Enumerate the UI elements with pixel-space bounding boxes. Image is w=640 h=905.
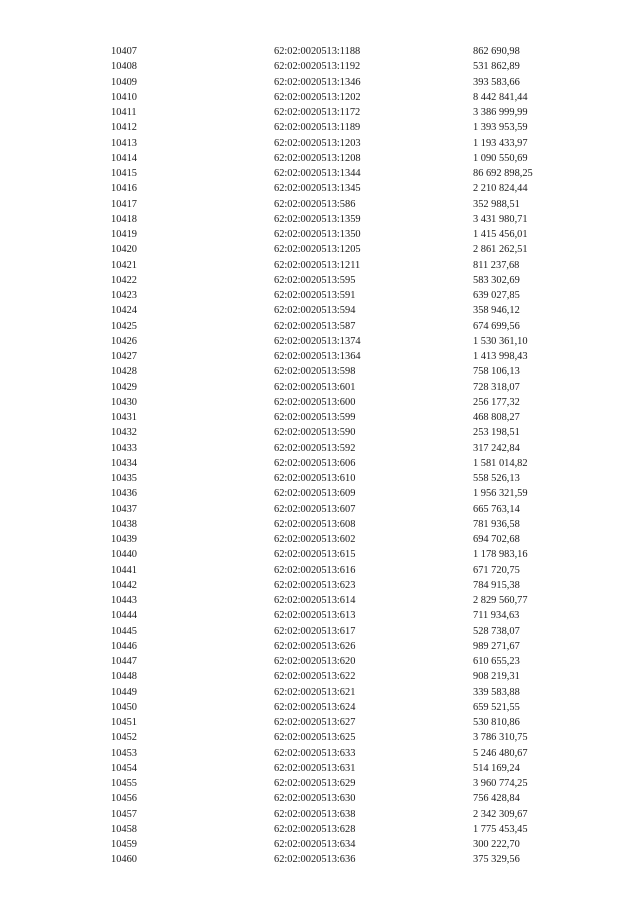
row-number: 10430: [111, 396, 137, 408]
cadastral-number: 62:02:0020513:1189: [274, 122, 361, 134]
cadastral-number: 62:02:0020513:591: [274, 290, 356, 301]
row-number: 10450: [111, 701, 137, 713]
table-row: [0, 242, 640, 257]
cadastral-value: 3 431 980,71: [473, 213, 528, 225]
table-row: [0, 822, 640, 837]
cadastral-number: 62:02:0020513:623: [274, 579, 356, 591]
cadastral-value: 2 829 560,77: [473, 595, 528, 606]
table-row: [0, 593, 640, 608]
cadastral-value: 1 393 953,59: [473, 122, 528, 134]
cadastral-number: 62:02:0020513:1350: [274, 229, 361, 240]
table-row: [0, 608, 640, 623]
row-number: 10412: [111, 122, 137, 134]
cadastral-number: 62:02:0020513:1344: [274, 168, 361, 179]
cadastral-value: 253 198,51: [473, 427, 520, 439]
table-row: [0, 105, 640, 120]
row-number: 10439: [111, 534, 137, 545]
cadastral-value: 2 210 824,44: [473, 183, 528, 195]
row-number: 10426: [111, 335, 137, 347]
cadastral-number: 62:02:0020513:629: [274, 778, 356, 789]
cadastral-value: 86 692 898,25: [473, 168, 533, 179]
cadastral-value: 728 318,07: [473, 381, 520, 393]
cadastral-number: 62:02:0020513:633: [274, 747, 356, 759]
cadastral-value: 1 415 456,01: [473, 229, 528, 240]
table-row: [0, 837, 640, 852]
cadastral-value: 3 386 999,99: [473, 107, 528, 118]
table-row: [0, 776, 640, 791]
cadastral-value: 8 442 841,44: [473, 91, 528, 103]
table-row: [0, 120, 640, 135]
cadastral-value: 665 763,14: [473, 503, 520, 515]
row-number: 10413: [111, 137, 137, 149]
table-row: [0, 59, 640, 74]
cadastral-number: 62:02:0020513:1172: [274, 107, 361, 118]
cadastral-value: 3 786 310,75: [473, 732, 528, 744]
row-number: 10458: [111, 823, 137, 835]
row-number: 10418: [111, 213, 137, 225]
cadastral-number: 62:02:0020513:594: [274, 305, 356, 317]
cadastral-value: 375 329,56: [473, 854, 520, 866]
table-row: [0, 456, 640, 471]
table-row: [0, 212, 640, 227]
cadastral-value: 300 222,70: [473, 839, 520, 850]
table-row: [0, 258, 640, 273]
row-number: 10419: [111, 229, 137, 240]
cadastral-value: 781 936,58: [473, 518, 520, 530]
cadastral-value: 1 581 014,82: [473, 457, 528, 469]
cadastral-number: 62:02:0020513:1364: [274, 351, 361, 362]
cadastral-number: 62:02:0020513:1192: [274, 61, 361, 73]
row-number: 10410: [111, 91, 137, 103]
cadastral-value: 3 960 774,25: [473, 778, 528, 789]
row-number: 10427: [111, 351, 137, 362]
cadastral-number: 62:02:0020513:617: [274, 625, 356, 637]
table-row: [0, 807, 640, 822]
table-row: [0, 364, 640, 379]
cadastral-value: 1 530 361,10: [473, 335, 528, 347]
cadastral-value: 528 738,07: [473, 625, 520, 637]
cadastral-number: 62:02:0020513:638: [274, 808, 356, 820]
cadastral-number: 62:02:0020513:598: [274, 366, 356, 378]
row-number: 10414: [111, 152, 137, 164]
row-number: 10437: [111, 503, 137, 515]
cadastral-value: 694 702,68: [473, 534, 520, 545]
cadastral-number: 62:02:0020513:625: [274, 732, 356, 744]
cadastral-number: 62:02:0020513:600: [274, 396, 356, 408]
cadastral-value: 1 178 983,16: [473, 549, 528, 561]
cadastral-value: 1 193 433,97: [473, 137, 528, 149]
cadastral-value-table: [0, 44, 640, 868]
table-row: [0, 349, 640, 364]
table-row: [0, 578, 640, 593]
row-number: 10444: [111, 610, 137, 622]
table-row: [0, 303, 640, 318]
table-row: [0, 334, 640, 349]
cadastral-value: 358 946,12: [473, 305, 520, 317]
cadastral-value: 583 302,69: [473, 274, 520, 286]
cadastral-number: 62:02:0020513:614: [274, 595, 356, 606]
table-row: [0, 441, 640, 456]
cadastral-value: 1 413 998,43: [473, 351, 528, 362]
row-number: 10411: [111, 107, 137, 118]
table-row: [0, 44, 640, 59]
cadastral-value: 758 106,13: [473, 366, 520, 378]
cadastral-number: 62:02:0020513:590: [274, 427, 356, 439]
table-row: [0, 654, 640, 669]
cadastral-number: 62:02:0020513:1374: [274, 335, 361, 347]
row-number: 10443: [111, 595, 137, 606]
cadastral-number: 62:02:0020513:626: [274, 640, 356, 652]
table-row: [0, 761, 640, 776]
table-row: [0, 700, 640, 715]
cadastral-number: 62:02:0020513:601: [274, 381, 356, 393]
cadastral-value: 811 237,68: [473, 259, 520, 271]
row-number: 10424: [111, 305, 137, 317]
cadastral-number: 62:02:0020513:602: [274, 534, 356, 545]
table-row: [0, 669, 640, 684]
row-number: 10441: [111, 564, 137, 576]
cadastral-value: 558 526,13: [473, 473, 520, 484]
row-number: 10409: [111, 76, 137, 88]
cadastral-number: 62:02:0020513:610: [274, 473, 356, 484]
row-number: 10429: [111, 381, 137, 393]
row-number: 10436: [111, 488, 137, 500]
cadastral-value: 908 219,31: [473, 671, 520, 683]
row-number: 10407: [111, 46, 137, 57]
cadastral-number: 62:02:0020513:607: [274, 503, 356, 515]
table-row: [0, 410, 640, 425]
table-row: [0, 273, 640, 288]
cadastral-number: 62:02:0020513:609: [274, 488, 356, 500]
table-row: [0, 288, 640, 303]
cadastral-number: 62:02:0020513:592: [274, 442, 356, 454]
cadastral-number: 62:02:0020513:613: [274, 610, 356, 622]
cadastral-value: 674 699,56: [473, 320, 520, 332]
row-number: 10451: [111, 717, 137, 728]
table-row: [0, 685, 640, 700]
table-row: [0, 90, 640, 105]
row-number: 10448: [111, 671, 137, 683]
cadastral-value: 862 690,98: [473, 46, 520, 57]
table-row: [0, 532, 640, 547]
cadastral-number: 62:02:0020513:1203: [274, 137, 361, 149]
table-row: [0, 136, 640, 151]
row-number: 10452: [111, 732, 137, 744]
row-number: 10457: [111, 808, 137, 820]
cadastral-value: 2 342 309,67: [473, 808, 528, 820]
cadastral-number: 62:02:0020513:628: [274, 823, 356, 835]
cadastral-value: 659 521,55: [473, 701, 520, 713]
table-row: [0, 151, 640, 166]
row-number: 10459: [111, 839, 137, 850]
cadastral-number: 62:02:0020513:1346: [274, 76, 361, 88]
table-row: [0, 181, 640, 196]
row-number: 10445: [111, 625, 137, 637]
table-row: [0, 395, 640, 410]
row-number: 10423: [111, 290, 137, 301]
row-number: 10417: [111, 198, 137, 210]
row-number: 10454: [111, 762, 137, 774]
cadastral-number: 62:02:0020513:1345: [274, 183, 361, 195]
cadastral-number: 62:02:0020513:606: [274, 457, 356, 469]
row-number: 10442: [111, 579, 137, 591]
cadastral-value: 671 720,75: [473, 564, 520, 576]
cadastral-number: 62:02:0020513:608: [274, 518, 356, 530]
cadastral-number: 62:02:0020513:616: [274, 564, 356, 576]
row-number: 10415: [111, 168, 137, 179]
cadastral-number: 62:02:0020513:1359: [274, 213, 361, 225]
cadastral-value: 610 655,23: [473, 656, 520, 667]
table-row: [0, 75, 640, 90]
table-row: [0, 715, 640, 730]
cadastral-number: 62:02:0020513:586: [274, 198, 356, 210]
cadastral-value: 530 810,86: [473, 717, 520, 728]
row-number: 10446: [111, 640, 137, 652]
row-number: 10422: [111, 274, 137, 286]
row-number: 10408: [111, 61, 137, 73]
cadastral-value: 1 956 321,59: [473, 488, 528, 500]
table-row: [0, 319, 640, 334]
cadastral-value: 756 428,84: [473, 793, 520, 805]
row-number: 10420: [111, 244, 137, 256]
row-number: 10435: [111, 473, 137, 484]
cadastral-number: 62:02:0020513:621: [274, 686, 356, 698]
table-row: [0, 852, 640, 867]
cadastral-value: 2 861 262,51: [473, 244, 528, 256]
row-number: 10449: [111, 686, 137, 698]
cadastral-value: 711 934,63: [473, 610, 520, 622]
row-number: 10456: [111, 793, 137, 805]
cadastral-value: 5 246 480,67: [473, 747, 528, 759]
cadastral-value: 1 090 550,69: [473, 152, 528, 164]
table-row: [0, 746, 640, 761]
row-number: 10421: [111, 259, 137, 271]
row-number: 10455: [111, 778, 137, 789]
cadastral-value: 352 988,51: [473, 198, 520, 210]
cadastral-number: 62:02:0020513:587: [274, 320, 356, 332]
table-row: [0, 486, 640, 501]
cadastral-number: 62:02:0020513:631: [274, 762, 356, 774]
cadastral-number: 62:02:0020513:615: [274, 549, 356, 561]
table-row: [0, 380, 640, 395]
cadastral-number: 62:02:0020513:1208: [274, 152, 361, 164]
cadastral-number: 62:02:0020513:624: [274, 701, 356, 713]
cadastral-number: 62:02:0020513:1202: [274, 91, 361, 103]
cadastral-value: 1 775 453,45: [473, 823, 528, 835]
cadastral-value: 989 271,67: [473, 640, 520, 652]
cadastral-number: 62:02:0020513:620: [274, 656, 356, 667]
cadastral-value: 784 915,38: [473, 579, 520, 591]
cadastral-value: 317 242,84: [473, 442, 520, 454]
table-row: [0, 624, 640, 639]
table-row: [0, 563, 640, 578]
cadastral-number: 62:02:0020513:1211: [274, 259, 361, 271]
table-row: [0, 639, 640, 654]
table-row: [0, 791, 640, 806]
cadastral-number: 62:02:0020513:630: [274, 793, 356, 805]
table-row: [0, 471, 640, 486]
row-number: 10432: [111, 427, 137, 439]
cadastral-value: 531 862,89: [473, 61, 520, 73]
table-row: [0, 502, 640, 517]
table-row: [0, 547, 640, 562]
row-number: 10416: [111, 183, 137, 195]
row-number: 10428: [111, 366, 137, 378]
cadastral-value: 393 583,66: [473, 76, 520, 88]
cadastral-number: 62:02:0020513:595: [274, 274, 356, 286]
cadastral-value: 514 169,24: [473, 762, 520, 774]
row-number: 10431: [111, 412, 137, 423]
cadastral-number: 62:02:0020513:636: [274, 854, 356, 866]
cadastral-number: 62:02:0020513:599: [274, 412, 356, 423]
cadastral-value: 639 027,85: [473, 290, 520, 301]
row-number: 10425: [111, 320, 137, 332]
row-number: 10447: [111, 656, 137, 667]
table-row: [0, 730, 640, 745]
table-row: [0, 197, 640, 212]
cadastral-number: 62:02:0020513:627: [274, 717, 356, 728]
table-row: [0, 166, 640, 181]
row-number: 10440: [111, 549, 137, 561]
row-number: 10433: [111, 442, 137, 454]
table-row: [0, 227, 640, 242]
row-number: 10438: [111, 518, 137, 530]
cadastral-value: 339 583,88: [473, 686, 520, 698]
cadastral-number: 62:02:0020513:1205: [274, 244, 361, 256]
cadastral-number: 62:02:0020513:622: [274, 671, 356, 683]
cadastral-number: 62:02:0020513:1188: [274, 46, 361, 57]
cadastral-number: 62:02:0020513:634: [274, 839, 356, 850]
table-row: [0, 425, 640, 440]
row-number: 10460: [111, 854, 137, 866]
cadastral-value: 256 177,32: [473, 396, 520, 408]
row-number: 10434: [111, 457, 137, 469]
table-row: [0, 517, 640, 532]
row-number: 10453: [111, 747, 137, 759]
cadastral-value: 468 808,27: [473, 412, 520, 423]
